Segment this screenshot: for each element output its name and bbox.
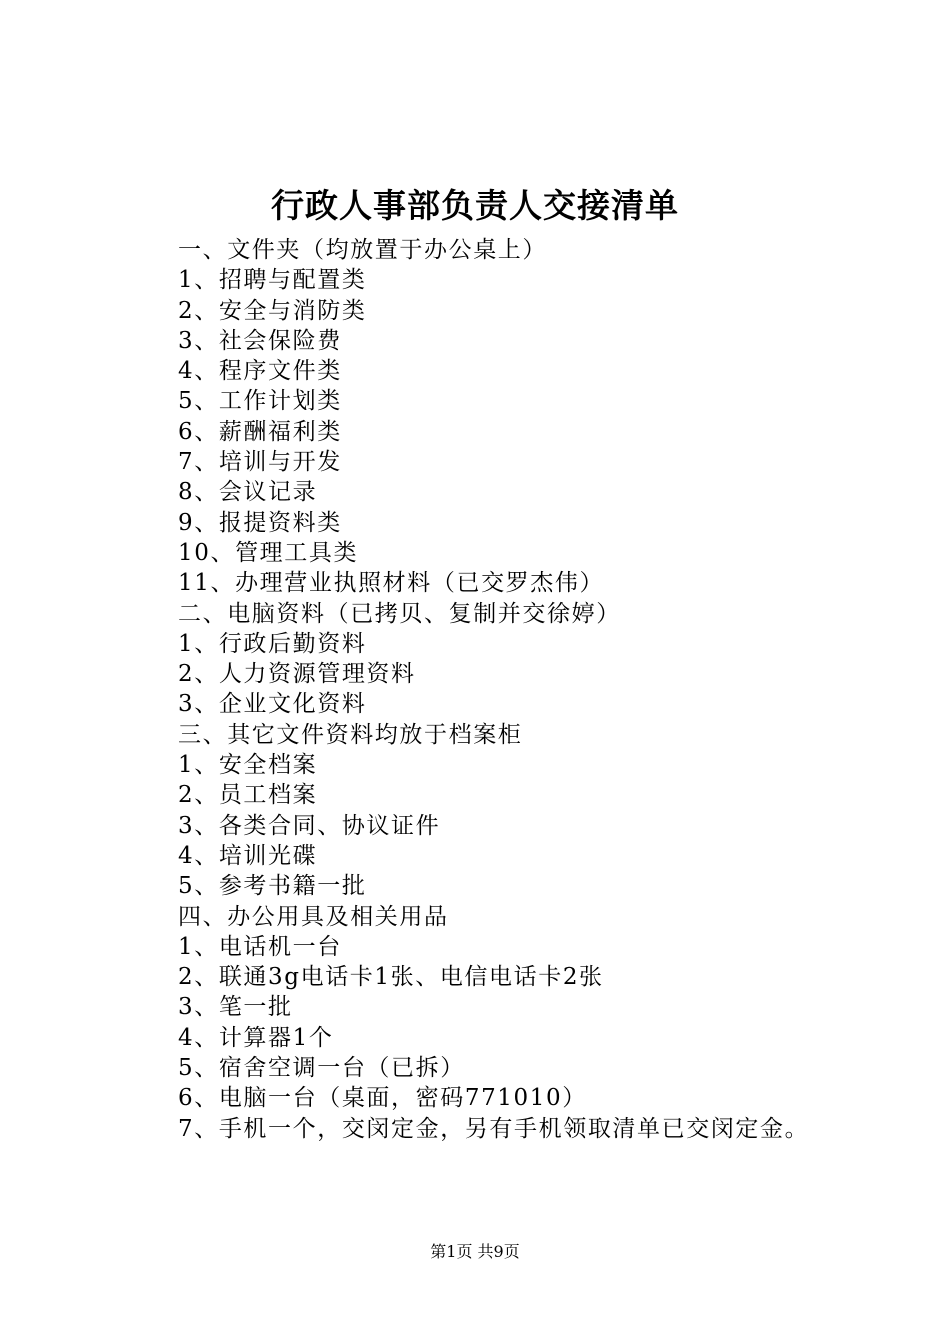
list-item: 1、安全档案 — [178, 752, 318, 779]
list-item: 7、手机一个，交闵定金，另有手机领取清单已交闵定金。 — [178, 1115, 810, 1142]
section-heading-computer-files: 二、电脑资料（已拷贝、复制并交徐婷） — [178, 600, 621, 627]
section-heading-archive-cabinet: 三、其它文件资料均放于档案柜 — [178, 721, 523, 748]
list-item: 8、会议记录 — [178, 479, 318, 506]
section-heading-office-supplies: 四、办公用具及相关用品 — [178, 903, 449, 930]
list-item: 2、安全与消防类 — [178, 297, 367, 324]
list-item: 2、人力资源管理资料 — [178, 661, 416, 688]
list-item: 5、工作计划类 — [178, 388, 342, 415]
list-item: 1、行政后勤资料 — [178, 630, 367, 657]
list-item: 6、电脑一台（桌面，密码771010） — [178, 1085, 587, 1112]
document-title: 行政人事部负责人交接清单 — [271, 186, 679, 225]
page-footer: 第1页 共9页 — [430, 1242, 520, 1261]
list-item: 4、计算器1个 — [178, 1024, 334, 1051]
list-item: 2、联通3g电话卡1张、电信电话卡2张 — [178, 964, 604, 991]
list-item: 3、企业文化资料 — [178, 691, 367, 718]
document-body — [178, 235, 918, 1144]
list-item: 3、笔一批 — [178, 994, 293, 1021]
list-item: 5、参考书籍一批 — [178, 873, 367, 900]
section-heading-folders: 一、文件夹（均放置于办公桌上） — [178, 237, 547, 263]
list-item: 2、员工档案 — [178, 782, 318, 809]
list-item: 4、培训光碟 — [178, 842, 318, 869]
list-item: 11、办理营业执照材料（已交罗杰伟） — [178, 570, 605, 597]
list-item: 1、招聘与配置类 — [178, 267, 367, 294]
list-item: 5、宿舍空调一台（已拆） — [178, 1055, 465, 1082]
list-item: 7、培训与开发 — [178, 449, 342, 476]
list-item: 4、程序文件类 — [178, 358, 342, 385]
list-item: 6、薪酬福利类 — [178, 418, 342, 445]
list-item: 9、报提资料类 — [178, 509, 342, 536]
list-item: 3、各类合同、协议证件 — [178, 812, 441, 839]
list-item: 10、管理工具类 — [178, 539, 359, 566]
list-item: 1、电话机一台 — [178, 933, 342, 960]
list-item: 3、社会保险费 — [178, 327, 342, 354]
